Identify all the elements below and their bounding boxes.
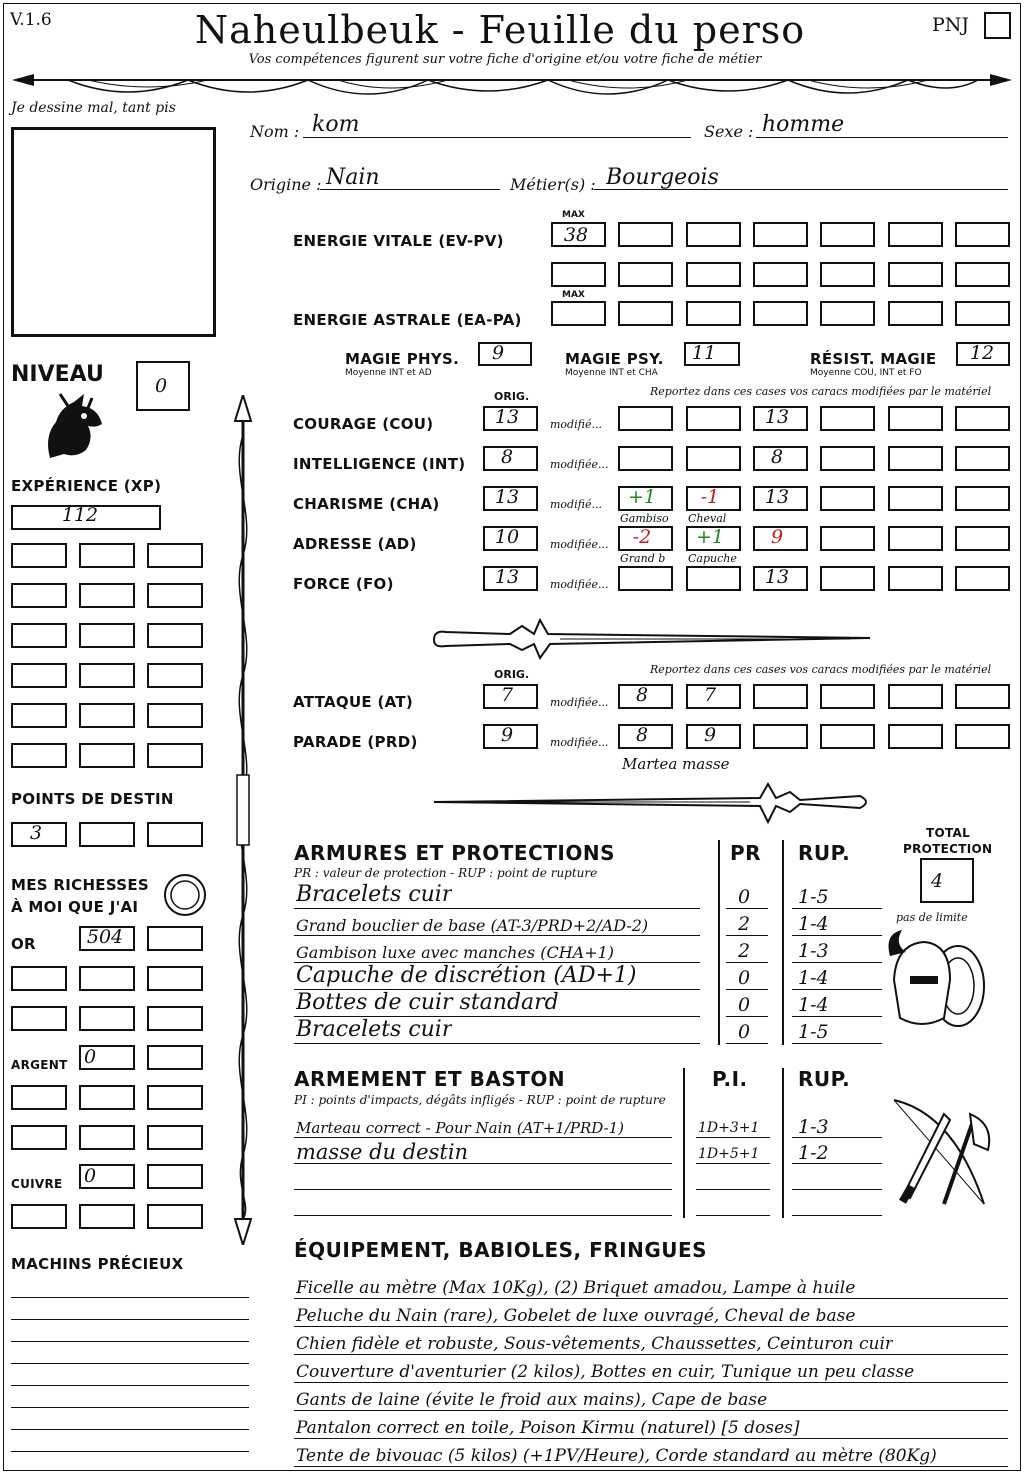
xp-label: EXPÉRIENCE (XP) <box>11 477 162 495</box>
carac-mod-box[interactable] <box>820 406 875 431</box>
armement-col-rup: RUP. <box>798 1067 851 1091</box>
combat-orig-header: ORIG. <box>494 668 530 681</box>
carac-mod-box[interactable] <box>888 406 943 431</box>
helmet-shield-icon <box>884 926 994 1036</box>
armures-title: ARMURES ET PROTECTIONS <box>294 841 615 865</box>
carac-label: FORCE (FO) <box>293 575 394 593</box>
money-box[interactable] <box>147 966 203 991</box>
machins-line[interactable] <box>11 1368 249 1386</box>
money-box[interactable] <box>11 966 67 991</box>
xp-box-cell[interactable] <box>79 623 135 648</box>
armure-pr: 2 <box>738 940 751 962</box>
armure-rup: 1-3 <box>798 940 829 962</box>
energie-box[interactable] <box>753 222 808 247</box>
resist-magie-sub: Moyenne COU, INT et FO <box>810 368 922 378</box>
xp-box-cell[interactable] <box>147 703 203 728</box>
magie-psy-sub: Moyenne INT et CHA <box>565 368 658 378</box>
carac-mod-box[interactable] <box>686 446 741 471</box>
energie-box[interactable] <box>955 262 1010 287</box>
xp-box-cell[interactable] <box>79 663 135 688</box>
carac-orig-value: 10 <box>494 526 520 548</box>
carac-label: CHARISME (CHA) <box>293 495 440 513</box>
energie-box[interactable] <box>888 222 943 247</box>
carac-orig-value: 8 <box>500 446 514 468</box>
carac-modif-label: modifiée... <box>550 578 609 591</box>
carac-mod-value: +1 <box>627 486 656 508</box>
money-box[interactable] <box>79 1125 135 1150</box>
carac-mod-value: +1 <box>695 526 724 548</box>
combat-mod-value: 8 <box>635 684 649 706</box>
machins-line[interactable] <box>11 1434 249 1452</box>
energie-box[interactable] <box>820 262 875 287</box>
metier-field[interactable]: Bourgeois <box>606 165 719 190</box>
carac-mod-box[interactable] <box>820 526 875 551</box>
armure-rup: 1-5 <box>798 1021 829 1043</box>
carac-mod-box[interactable] <box>955 486 1010 511</box>
xp-value: 112 <box>61 504 99 526</box>
armement-rup-line <box>792 1192 882 1216</box>
carac-mod-box[interactable] <box>820 446 875 471</box>
carac-modif-label: modifiée... <box>550 538 609 551</box>
combat-modif-label: modifiée... <box>550 736 609 749</box>
combat-note: Martea masse <box>622 755 730 773</box>
armement-sub: PI : points d'impacts, dégâts infligés - RUP : point de rupture <box>294 1093 666 1107</box>
carac-label: ADRESSE (AD) <box>293 535 417 553</box>
armures-col-pr: PR <box>730 841 762 865</box>
carac-mod-box[interactable] <box>955 406 1010 431</box>
xp-box-cell[interactable] <box>11 743 67 768</box>
version-label: V.1.6 <box>10 10 52 30</box>
combat-modif-label: modifiée... <box>550 696 609 709</box>
sword-icon <box>430 612 876 662</box>
machins-line[interactable] <box>11 1412 249 1430</box>
magie-psy-label: MAGIE PSY. <box>565 350 664 368</box>
energie-box[interactable] <box>820 222 875 247</box>
combat-label: PARADE (PRD) <box>293 733 418 751</box>
armement-rup: 1-2 <box>798 1142 829 1164</box>
pnj-checkbox[interactable] <box>984 12 1011 39</box>
combat-orig-value: 7 <box>500 684 514 706</box>
machins-line[interactable] <box>11 1302 249 1320</box>
carac-mod-value: -1 <box>700 486 720 508</box>
combat-note-header: Reportez dans ces cases vos caracs modifiées par le matériel <box>650 663 992 676</box>
armement-divider-1 <box>683 1068 685 1218</box>
carac-mod-box[interactable] <box>618 406 673 431</box>
xp-box-cell[interactable] <box>79 743 135 768</box>
armures-col-rup: RUP. <box>798 841 851 865</box>
energie-box[interactable] <box>551 301 606 326</box>
equipement-text[interactable]: Peluche du Nain (rare), Gobelet de luxe ouvragé, Cheval de base <box>296 1306 856 1326</box>
or-value: 504 <box>86 926 124 948</box>
energie-box[interactable] <box>618 262 673 287</box>
total-label-1: TOTAL <box>926 826 971 840</box>
combat-mod-value: 7 <box>703 684 717 706</box>
resist-magie-value: 12 <box>969 342 995 364</box>
combat-mod-box[interactable] <box>820 684 875 709</box>
armement-name[interactable]: masse du destin <box>296 1140 469 1164</box>
carac-mod-box[interactable] <box>888 486 943 511</box>
energie-box[interactable] <box>618 301 673 326</box>
carac-note: Reportez dans ces cases vos caracs modifiées par le matériel <box>650 385 992 398</box>
energie-box[interactable] <box>753 301 808 326</box>
machins-line[interactable] <box>11 1346 249 1364</box>
nom-label: Nom : <box>250 122 300 141</box>
armure-name[interactable]: Capuche de discrétion (AD+1) <box>296 963 637 988</box>
equipement-text[interactable]: Ficelle au mètre (Max 10Kg), (2) Briquet amadou, Lampe à huile <box>296 1278 856 1298</box>
energie-box[interactable] <box>618 222 673 247</box>
armure-pr: 0 <box>738 967 751 989</box>
magie-phys-label: MAGIE PHYS. <box>345 350 460 368</box>
money-box[interactable] <box>11 1204 67 1229</box>
energie-box[interactable] <box>820 301 875 326</box>
money-box[interactable] <box>147 1204 203 1229</box>
machins-line[interactable] <box>11 1280 249 1298</box>
energie-box[interactable] <box>686 262 741 287</box>
carac-mod-box[interactable] <box>955 566 1010 591</box>
combat-mod-value: 9 <box>703 724 717 746</box>
ea-max-label: MAX <box>562 290 585 300</box>
sword-icon-2 <box>430 776 876 826</box>
richesses-label-1: MES RICHESSES <box>11 876 150 894</box>
magie-psy-value: 11 <box>691 342 717 364</box>
energie-box[interactable] <box>888 301 943 326</box>
coin-icon <box>162 872 208 918</box>
carac-mod-box[interactable] <box>955 526 1010 551</box>
carac-modif-label: modifié... <box>550 418 602 431</box>
resist-magie-label: RÉSIST. MAGIE <box>810 350 937 368</box>
carac-mod-value: 13 <box>764 486 790 508</box>
carac-label: COURAGE (COU) <box>293 415 434 433</box>
armure-pr: 2 <box>738 913 751 935</box>
armement-pi: 1D+5+1 <box>698 1146 760 1162</box>
armure-name[interactable]: Bottes de cuir standard <box>296 990 559 1015</box>
money-box[interactable] <box>11 1125 67 1150</box>
xp-box-cell[interactable] <box>147 743 203 768</box>
dragon-icon <box>40 392 106 462</box>
combat-mod-box[interactable] <box>955 684 1010 709</box>
armures-sub: PR : valeur de protection - RUP : point de rupture <box>294 866 598 880</box>
energie-box[interactable] <box>955 222 1010 247</box>
armement-col-pi: P.I. <box>712 1067 748 1091</box>
armure-rup: 1-5 <box>798 886 829 908</box>
carac-mod-box[interactable] <box>888 566 943 591</box>
money-box[interactable] <box>11 1006 67 1031</box>
xp-box-cell[interactable] <box>79 583 135 608</box>
armement-pi-line <box>696 1192 770 1216</box>
destin-value: 3 <box>29 822 43 844</box>
nom-line <box>303 116 691 138</box>
argent-value: 0 <box>83 1046 97 1068</box>
armement-title: ARMEMENT ET BASTON <box>294 1067 566 1091</box>
carac-mod-note: Grand b <box>620 552 666 565</box>
carac-mod-note: Cheval <box>688 512 727 525</box>
carac-modif-label: modifiée... <box>550 458 609 471</box>
carac-mod-value: -2 <box>632 526 652 548</box>
xp-box-cell[interactable] <box>11 703 67 728</box>
combat-label: ATTAQUE (AT) <box>293 693 414 711</box>
energie-box[interactable] <box>686 222 741 247</box>
pnj-label: PNJ <box>932 14 970 36</box>
or-label: OR <box>11 935 36 953</box>
cuivre-label: CUIVRE <box>11 1177 63 1191</box>
carac-orig-value: 13 <box>494 566 520 588</box>
carac-mod-box[interactable] <box>955 446 1010 471</box>
argent-label: ARGENT <box>11 1058 68 1072</box>
carac-mod-box[interactable] <box>888 526 943 551</box>
carac-orig-header: ORIG. <box>494 390 530 403</box>
machins-line[interactable] <box>11 1324 249 1342</box>
carac-modif-label: modifié... <box>550 498 602 511</box>
carac-mod-note: Gambiso <box>620 512 669 525</box>
armement-line <box>294 1192 672 1216</box>
equipement-text[interactable]: Gants de laine (évite le froid aux mains), Cape de base <box>296 1390 768 1410</box>
money-box[interactable] <box>79 1204 135 1229</box>
armement-rup: 1-3 <box>798 1116 829 1138</box>
xp-box-cell[interactable] <box>147 583 203 608</box>
combat-mod-box[interactable] <box>820 724 875 749</box>
carac-mod-box[interactable] <box>618 446 673 471</box>
total-label-2: PROTECTION <box>903 842 993 856</box>
equipement-text[interactable]: Chien fidèle et robuste, Sous-vêtements, Chaussettes, Ceinturon cuir <box>296 1334 894 1354</box>
destin-label: POINTS DE DESTIN <box>11 790 174 808</box>
armure-pr: 0 <box>738 886 751 908</box>
money-box[interactable] <box>147 926 203 951</box>
money-box[interactable] <box>147 1006 203 1031</box>
combat-mod-box[interactable] <box>753 724 808 749</box>
armement-rup-line <box>792 1166 882 1190</box>
armure-pr: 0 <box>738 994 751 1016</box>
energie-box[interactable] <box>753 262 808 287</box>
carac-orig-value: 13 <box>494 486 520 508</box>
energie-box[interactable] <box>551 262 606 287</box>
carac-orig-value: 13 <box>494 406 520 428</box>
machins-line[interactable] <box>11 1390 249 1408</box>
combat-mod-box[interactable] <box>888 684 943 709</box>
carac-mod-note: Capuche <box>688 552 737 565</box>
ea-label: ENERGIE ASTRALE (EA-PA) <box>293 311 522 329</box>
xp-box-cell[interactable] <box>147 623 203 648</box>
cuivre-value: 0 <box>83 1165 97 1187</box>
niveau-value: 0 <box>154 375 168 397</box>
portrait-box[interactable] <box>11 127 216 337</box>
money-box[interactable] <box>147 1045 203 1070</box>
magie-phys-value: 9 <box>491 342 505 364</box>
armure-rup: 1-4 <box>798 967 829 989</box>
armure-name[interactable]: Bracelets cuir <box>296 882 453 907</box>
xp-box-cell[interactable] <box>11 583 67 608</box>
energie-box[interactable] <box>686 301 741 326</box>
armure-pr: 0 <box>738 1021 751 1043</box>
total-value: 4 <box>930 870 944 892</box>
carac-mod-box[interactable] <box>618 566 673 591</box>
carac-mod-box[interactable] <box>820 486 875 511</box>
sexe-field[interactable]: homme <box>762 112 845 137</box>
money-box[interactable] <box>147 1085 203 1110</box>
equipement-title: ÉQUIPEMENT, BABIOLES, FRINGUES <box>294 1238 708 1262</box>
combat-mod-box[interactable] <box>753 684 808 709</box>
carac-mod-box[interactable] <box>686 566 741 591</box>
carac-mod-box[interactable] <box>888 446 943 471</box>
armement-pi-line <box>696 1166 770 1190</box>
money-box[interactable] <box>79 1006 135 1031</box>
magie-phys-sub: Moyenne INT et AD <box>345 368 432 378</box>
carac-mod-value: 13 <box>764 566 790 588</box>
portrait-caption: Je dessine mal, tant pis <box>11 100 176 116</box>
money-box[interactable] <box>147 1164 203 1189</box>
carac-mod-box[interactable] <box>686 406 741 431</box>
equipement-text[interactable]: Couverture d'aventurier (2 kilos), Bottes en cuir, Tunique un peu classe <box>296 1362 915 1382</box>
combat-mod-box[interactable] <box>888 724 943 749</box>
armement-line <box>294 1166 672 1190</box>
niveau-label: NIVEAU <box>11 362 104 387</box>
energie-box[interactable] <box>955 301 1010 326</box>
page-title: Naheulbeuk - Feuille du perso <box>194 8 806 52</box>
xp-box-cell[interactable] <box>147 663 203 688</box>
ev-max-label: MAX <box>562 210 585 220</box>
armure-name[interactable]: Grand bouclier de base (AT-3/PRD+2/AD-2) <box>296 916 649 935</box>
carac-mod-value: 8 <box>770 446 784 468</box>
armures-divider-2 <box>782 840 784 1045</box>
ev-max-value: 38 <box>563 224 589 246</box>
armure-name[interactable]: Gambison luxe avec manches (CHA+1) <box>296 943 615 962</box>
xp-box-cell[interactable] <box>79 543 135 568</box>
total-limit: pas de limite <box>896 911 968 924</box>
destin-box-2[interactable] <box>79 822 135 847</box>
weapons-icon <box>884 1094 1004 1214</box>
money-box[interactable] <box>79 1085 135 1110</box>
armure-rup: 1-4 <box>798 994 829 1016</box>
origine-field[interactable]: Nain <box>326 165 380 190</box>
money-box[interactable] <box>11 1085 67 1110</box>
origine-label: Origine : <box>250 175 322 194</box>
nom-field[interactable]: kom <box>312 112 360 137</box>
combat-mod-value: 8 <box>635 724 649 746</box>
ev-label: ENERGIE VITALE (EV-PV) <box>293 232 504 250</box>
combat-mod-box[interactable] <box>955 724 1010 749</box>
equipement-text[interactable]: Pantalon correct en toile, Poison Kirmu (naturel) [5 doses] <box>296 1418 800 1438</box>
equipement-text[interactable]: Tente de bivouac (5 kilos) (+1PV/Heure), Corde standard au mètre (80Kg) <box>296 1446 937 1466</box>
carac-label: INTELLIGENCE (INT) <box>293 455 466 473</box>
energie-box[interactable] <box>888 262 943 287</box>
xp-box-cell[interactable] <box>11 623 67 648</box>
xp-box-cell[interactable] <box>11 663 67 688</box>
carac-mod-value: 13 <box>764 406 790 428</box>
carac-mod-value: 9 <box>770 526 784 548</box>
destin-box-3[interactable] <box>147 822 203 847</box>
sexe-label: Sexe : <box>704 122 754 141</box>
xp-box-cell[interactable] <box>147 543 203 568</box>
armement-name[interactable]: Marteau correct - Pour Nain (AT+1/PRD-1) <box>296 1119 625 1137</box>
metier-label: Métier(s) : <box>510 175 596 194</box>
subtitle: Vos compétences figurent sur votre fiche d'origine et/ou votre fiche de métier <box>248 52 762 67</box>
combat-orig-value: 9 <box>500 724 514 746</box>
armures-divider-1 <box>718 840 720 1045</box>
carac-mod-box[interactable] <box>820 566 875 591</box>
money-box[interactable] <box>147 1125 203 1150</box>
staff-icon <box>226 395 260 1245</box>
armement-divider-2 <box>782 1068 784 1218</box>
money-box[interactable] <box>79 966 135 991</box>
richesses-label-2: À MOI QUE J'AI <box>11 898 139 916</box>
armure-rup: 1-4 <box>798 913 829 935</box>
armure-name[interactable]: Bracelets cuir <box>296 1017 453 1042</box>
armement-pi: 1D+3+1 <box>698 1120 760 1136</box>
machins-label: MACHINS PRÉCIEUX <box>11 1255 184 1273</box>
xp-box-cell[interactable] <box>11 543 67 568</box>
xp-box-cell[interactable] <box>79 703 135 728</box>
